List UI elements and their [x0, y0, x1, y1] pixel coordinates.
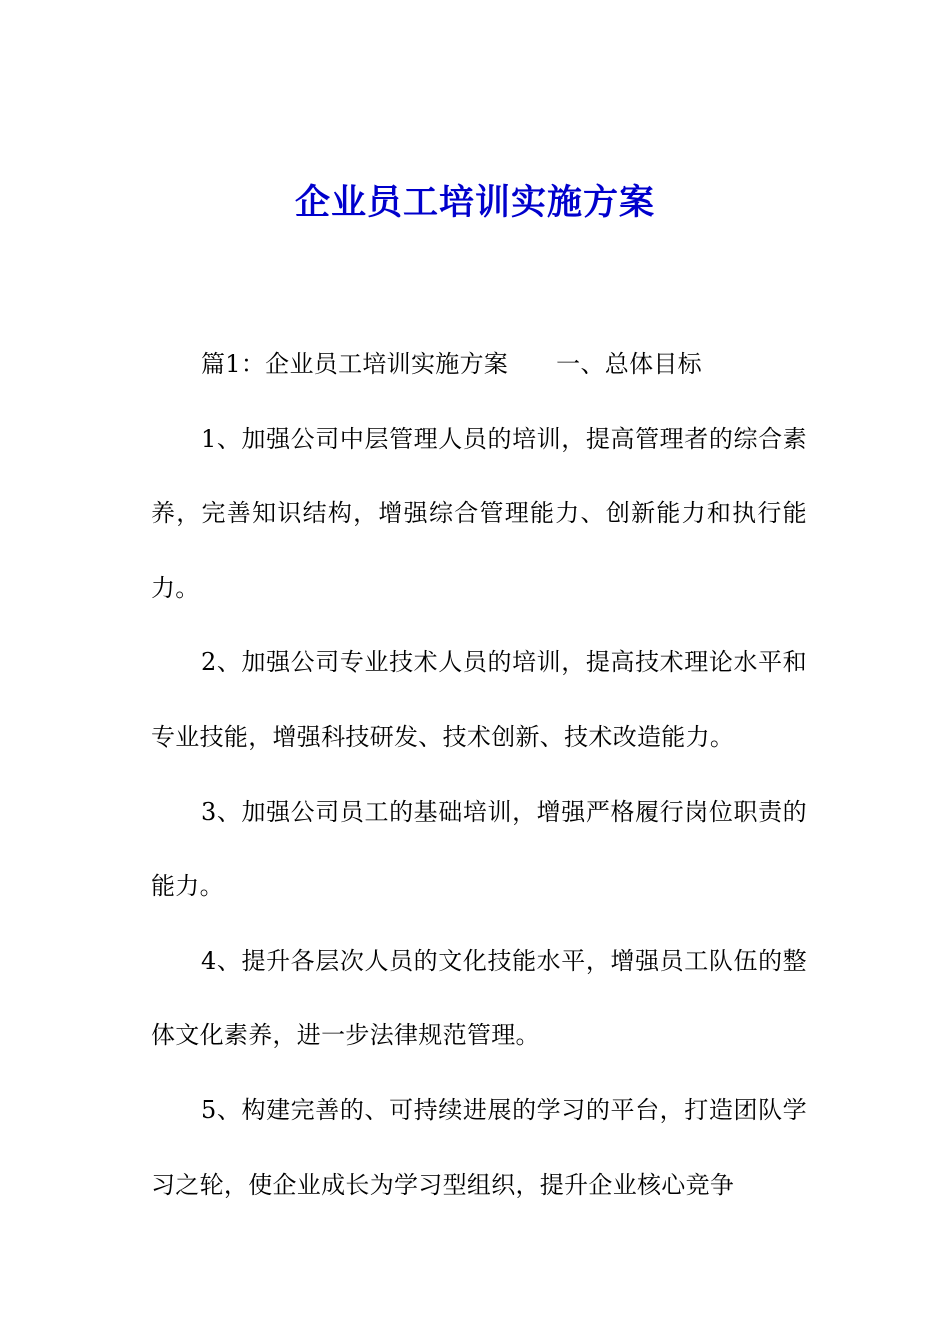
paragraph-5: 5、构建完善的、可持续进展的学习的平台，打造团队学习之轮，使企业成长为学习型组织，提升企业核心竞争	[151, 1095, 807, 1199]
paragraph-4: 4、提升各层次人员的文化技能水平，增强员工队伍的整体文化素养，进一步法律规范管理。	[151, 946, 807, 1050]
intro-part2: 一、总体目标	[556, 350, 702, 378]
document-title: 企业员工培训实施方案	[294, 182, 655, 223]
document-body	[151, 327, 807, 1222]
paragraph-2: 2、加强公司专业技术人员的培训，提高技术理论水平和专业技能，增强科技研发、技术创新、技术改造能力。	[151, 648, 807, 751]
intro-part1: 篇1：企业员工培训实施方案	[201, 350, 509, 378]
paragraph-1: 1、加强公司中层管理人员的培训，提高管理者的综合素养，完善知识结构，增强综合管理能力、创新能力和执行能力。	[151, 424, 807, 602]
intro-line	[151, 327, 807, 402]
paragraph-3: 3、加强公司员工的基础培训，增强严格履行岗位职责的能力。	[151, 797, 807, 901]
